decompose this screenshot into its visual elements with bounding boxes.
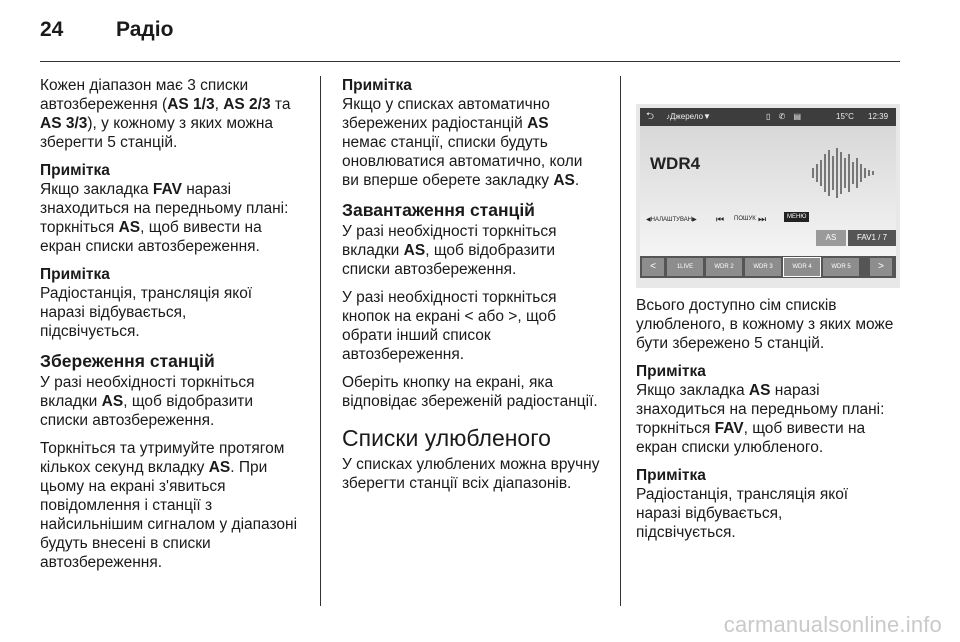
header-rule bbox=[40, 61, 900, 62]
search-control: ПОШУК bbox=[734, 216, 756, 222]
page-number: 24 bbox=[40, 18, 64, 41]
note-3: Примітка Якщо у списках автоматично збережених радіостанцій AS немає станції, списки будуть оновлюватися автоматично, коли ви вперше оберете закладку AS. bbox=[342, 77, 583, 189]
load-paragraph: У разі необхідності торкніться вкладки AS, щоб відобразити списки автозбереження. bbox=[342, 223, 557, 278]
save-paragraph: У разі необхідності торкніться вкладки AS, щоб відобразити списки автозбереження. bbox=[40, 374, 255, 429]
watermark: carmanualsonline.info bbox=[723, 612, 942, 637]
tuning-control: ◀НАЛАШТУВАН▶ bbox=[646, 217, 697, 223]
preset-button: 1LIVE bbox=[667, 258, 703, 276]
menu-button: МЕНЮ bbox=[784, 212, 809, 222]
temperature: 15°C bbox=[836, 112, 854, 121]
preset-bar bbox=[640, 256, 896, 278]
prev-list-button: < bbox=[642, 258, 664, 276]
source-selector: ♪Джерело▼ bbox=[666, 112, 711, 121]
as-tab: AS bbox=[816, 230, 846, 246]
screen-display bbox=[640, 108, 896, 256]
radio-screen-illustration bbox=[636, 104, 900, 288]
preset-button: WDR 2 bbox=[706, 258, 742, 276]
note-4: Примітка Якщо закладка AS наразі знаходиться на передньому плані: торкніться FAV, щоб вивести на екран списки улюбленого. bbox=[636, 363, 885, 456]
intro-paragraph: Кожен діапазон має 3 списки автозбереження (AS 1/3, AS 2/3 та AS 3/3), у кожному з яких можна зберегти 5 станцій. bbox=[40, 77, 291, 151]
column-3 bbox=[636, 296, 908, 551]
favourites-paragraph: У списках улюблених можна вручну зберегти станції всіх діапазонів. bbox=[342, 456, 600, 492]
column-divider-2 bbox=[620, 76, 621, 606]
waveform-icon bbox=[810, 146, 880, 200]
section-title: Радіо bbox=[116, 18, 174, 41]
next-list-button: > bbox=[870, 258, 892, 276]
screen-status-bar bbox=[640, 108, 896, 126]
preset-button-active: WDR 4 bbox=[784, 258, 820, 276]
heading-favourites: Списки улюбленого bbox=[342, 425, 551, 451]
column-2 bbox=[342, 76, 614, 502]
note-2: Примітка Радіостанція, трансляція якої наразі відбувається, підсвічується. bbox=[40, 266, 253, 340]
status-icons: ▯ ✆ ▤ bbox=[766, 112, 805, 121]
heading-load-stations: Завантаження станцій bbox=[342, 200, 535, 220]
hold-paragraph: Торкніться та утримуйте протягом кількох секунд вкладку AS. При цьому на екрані з'явиться повідомлення і станції з найсильнішим сигналом у діапазоні будуть внесені в списки автозбереження. bbox=[40, 440, 298, 571]
select-paragraph: Оберіть кнопку на екрані, яка відповідає збереженій радіостанції. bbox=[342, 374, 598, 410]
fav-tab: FAV1 / 7 bbox=[848, 230, 896, 246]
screen-main bbox=[640, 126, 896, 256]
heading-save-stations: Збереження станцій bbox=[40, 351, 215, 371]
page-header bbox=[40, 18, 173, 42]
seek-forward-icon: ⏭ bbox=[758, 214, 767, 224]
column-1 bbox=[40, 76, 312, 581]
favourites-count-paragraph: Всього доступно сім списків улюбленого, в кожному з яких може бути збережено 5 станцій. bbox=[636, 297, 894, 352]
seek-back-icon: ⏮ bbox=[716, 214, 725, 224]
column-divider-1 bbox=[320, 76, 321, 606]
note-5: Примітка Радіостанція, трансляція якої наразі відбувається, підсвічується. bbox=[636, 467, 849, 541]
station-name: WDR4 bbox=[650, 154, 701, 173]
preset-button: WDR 5 bbox=[823, 258, 859, 276]
clock: 12:39 bbox=[868, 112, 889, 121]
back-icon: ⮌ bbox=[646, 111, 655, 122]
buttons-paragraph: У разі необхідності торкніться кнопок на екрані < або >, щоб обрати інший список автозбереження. bbox=[342, 289, 557, 363]
note-1: Примітка Якщо закладка FAV наразі знаходиться на передньому плані: торкніться AS, щоб вивести на екран списки автозбереження. bbox=[40, 162, 289, 255]
preset-button: WDR 3 bbox=[745, 258, 781, 276]
